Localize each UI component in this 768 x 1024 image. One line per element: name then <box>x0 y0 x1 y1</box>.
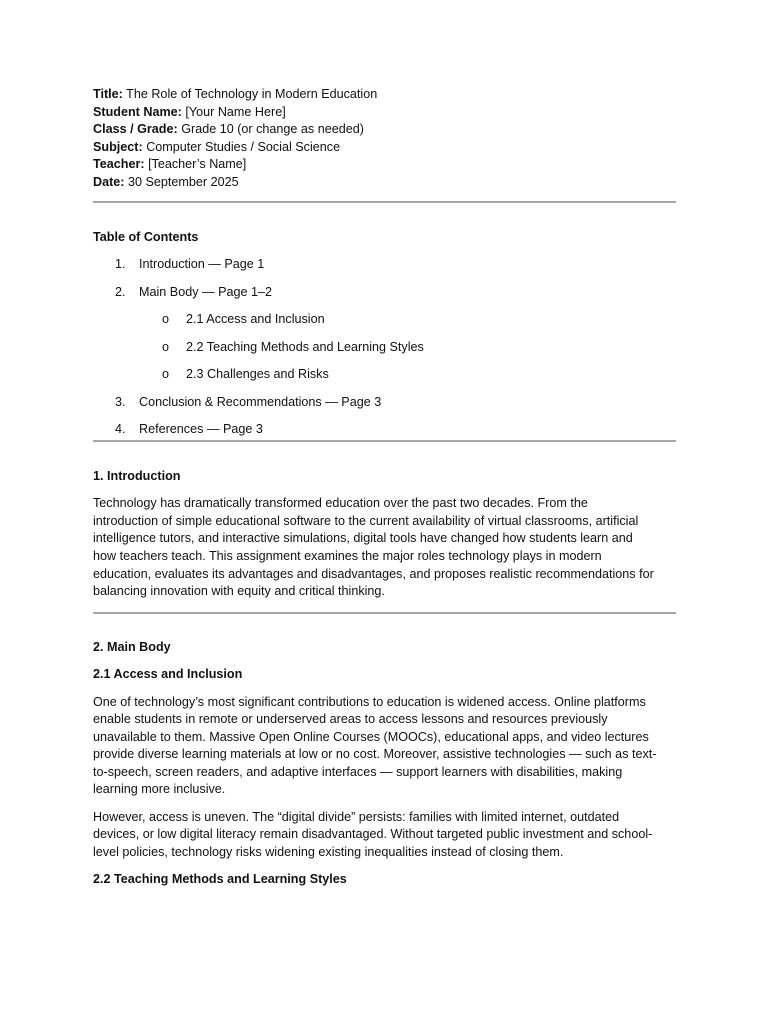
toc-item-conclusion[interactable] <box>93 394 676 422</box>
paragraph-line: introduction of simple educational software to the current availability of virtual classrooms, artificial <box>93 513 639 528</box>
paragraph-line: level policies, technology risks widening existing inequalities instead of closing them. <box>93 844 564 859</box>
class-grade-label: Class / Grade: <box>93 122 178 137</box>
toc-marker: 3. <box>115 394 126 409</box>
paragraph-line: unavailable to them. Massive Open Online Courses (MOOCs), educational apps, and video lectures <box>93 729 649 744</box>
paragraph-line: provide diverse learning materials at low or no cost. Moreover, assistive technologies — such as text- <box>93 747 657 762</box>
document-header <box>93 86 676 192</box>
toc-item-label: 2.3 Challenges and Risks <box>186 367 329 382</box>
toc-item-teaching-methods[interactable] <box>93 339 676 367</box>
toc-item-label: 2.1 Access and Inclusion <box>186 312 325 327</box>
paragraph-line: Technology has dramatically transformed education over the past two decades. From the <box>93 496 588 511</box>
toc-item-introduction[interactable] <box>93 256 676 284</box>
subject-line <box>93 139 676 157</box>
class-grade-value: Grade 10 (or change as needed) <box>181 122 364 137</box>
divider <box>93 440 676 442</box>
introduction-heading: 1. Introduction <box>93 469 181 484</box>
teacher-value: [Teacher’s Name] <box>148 157 247 172</box>
toc-item-access-inclusion[interactable] <box>93 311 676 339</box>
access-paragraph-2 <box>93 809 676 862</box>
paragraph-line: intelligence tutors, and interactive simulations, digital tools have changed how students learn and <box>93 531 633 546</box>
main-body-heading: 2. Main Body <box>93 640 171 655</box>
access-paragraph-1 <box>93 694 676 800</box>
student-name-value: [Your Name Here] <box>185 104 286 119</box>
paragraph-line: to-speech, screen readers, and adaptive interfaces — support learners with disabilities, making <box>93 764 623 779</box>
toc-item-label: Main Body — Page 1–2 <box>139 284 273 299</box>
table-of-contents <box>93 256 676 440</box>
toc-item-label: 2.2 Teaching Methods and Learning Styles <box>186 339 424 354</box>
toc-bullet: o <box>162 312 170 327</box>
date-label: Date: <box>93 174 125 189</box>
paragraph-line: One of technology’s most significant contributions to education is widened access. Online platforms <box>93 694 646 709</box>
student-name-line <box>93 104 676 122</box>
toc-marker: 1. <box>115 257 126 272</box>
divider <box>93 612 676 614</box>
divider <box>93 201 676 203</box>
toc-marker: 2. <box>115 284 126 299</box>
teacher-line <box>93 156 676 174</box>
paragraph-line: balancing innovation with equity and critical thinking. <box>93 584 385 599</box>
toc-heading: Table of Contents <box>93 229 199 244</box>
subject-value: Computer Studies / Social Science <box>146 139 341 154</box>
paragraph-line: learning more inclusive. <box>93 782 226 797</box>
document-page <box>93 86 676 888</box>
toc-item-label: References — Page 3 <box>139 422 263 437</box>
title-line <box>93 86 676 104</box>
title-label: Title: <box>93 87 123 101</box>
title-value: The Role of Technology in Modern Education <box>126 87 378 101</box>
toc-item-challenges-risks[interactable] <box>93 366 676 394</box>
paragraph-line: However, access is uneven. The “digital divide” persists: families with limited internet, outdated <box>93 809 620 824</box>
date-value: 30 September 2025 <box>128 174 239 189</box>
paragraph-line: education, evaluates its advantages and disadvantages, and proposes realistic recommendations for <box>93 566 654 581</box>
introduction-paragraph <box>93 495 676 601</box>
paragraph-line: how teachers teach. This assignment examines the major roles technology plays in modern <box>93 549 602 564</box>
toc-bullet: o <box>162 367 170 382</box>
toc-item-references[interactable] <box>93 421 676 440</box>
section-2-1-heading: 2.1 Access and Inclusion <box>93 667 243 682</box>
toc-marker: 4. <box>115 422 126 437</box>
section-2-2-heading: 2.2 Teaching Methods and Learning Styles <box>93 871 347 886</box>
subject-label: Subject: <box>93 139 143 154</box>
student-name-label: Student Name: <box>93 104 182 119</box>
teacher-label: Teacher: <box>93 157 145 172</box>
class-grade-line <box>93 121 676 139</box>
paragraph-line: enable students in remote or underserved areas to access lessons and resources previously <box>93 712 608 727</box>
toc-item-label: Conclusion & Recommendations — Page 3 <box>139 394 382 409</box>
toc-bullet: o <box>162 339 170 354</box>
toc-item-main-body[interactable] <box>93 284 676 312</box>
toc-item-label: Introduction — Page 1 <box>139 257 265 272</box>
date-line <box>93 174 676 192</box>
paragraph-line: devices, or low digital literacy remain disadvantaged. Without targeted public investment and school- <box>93 827 653 842</box>
